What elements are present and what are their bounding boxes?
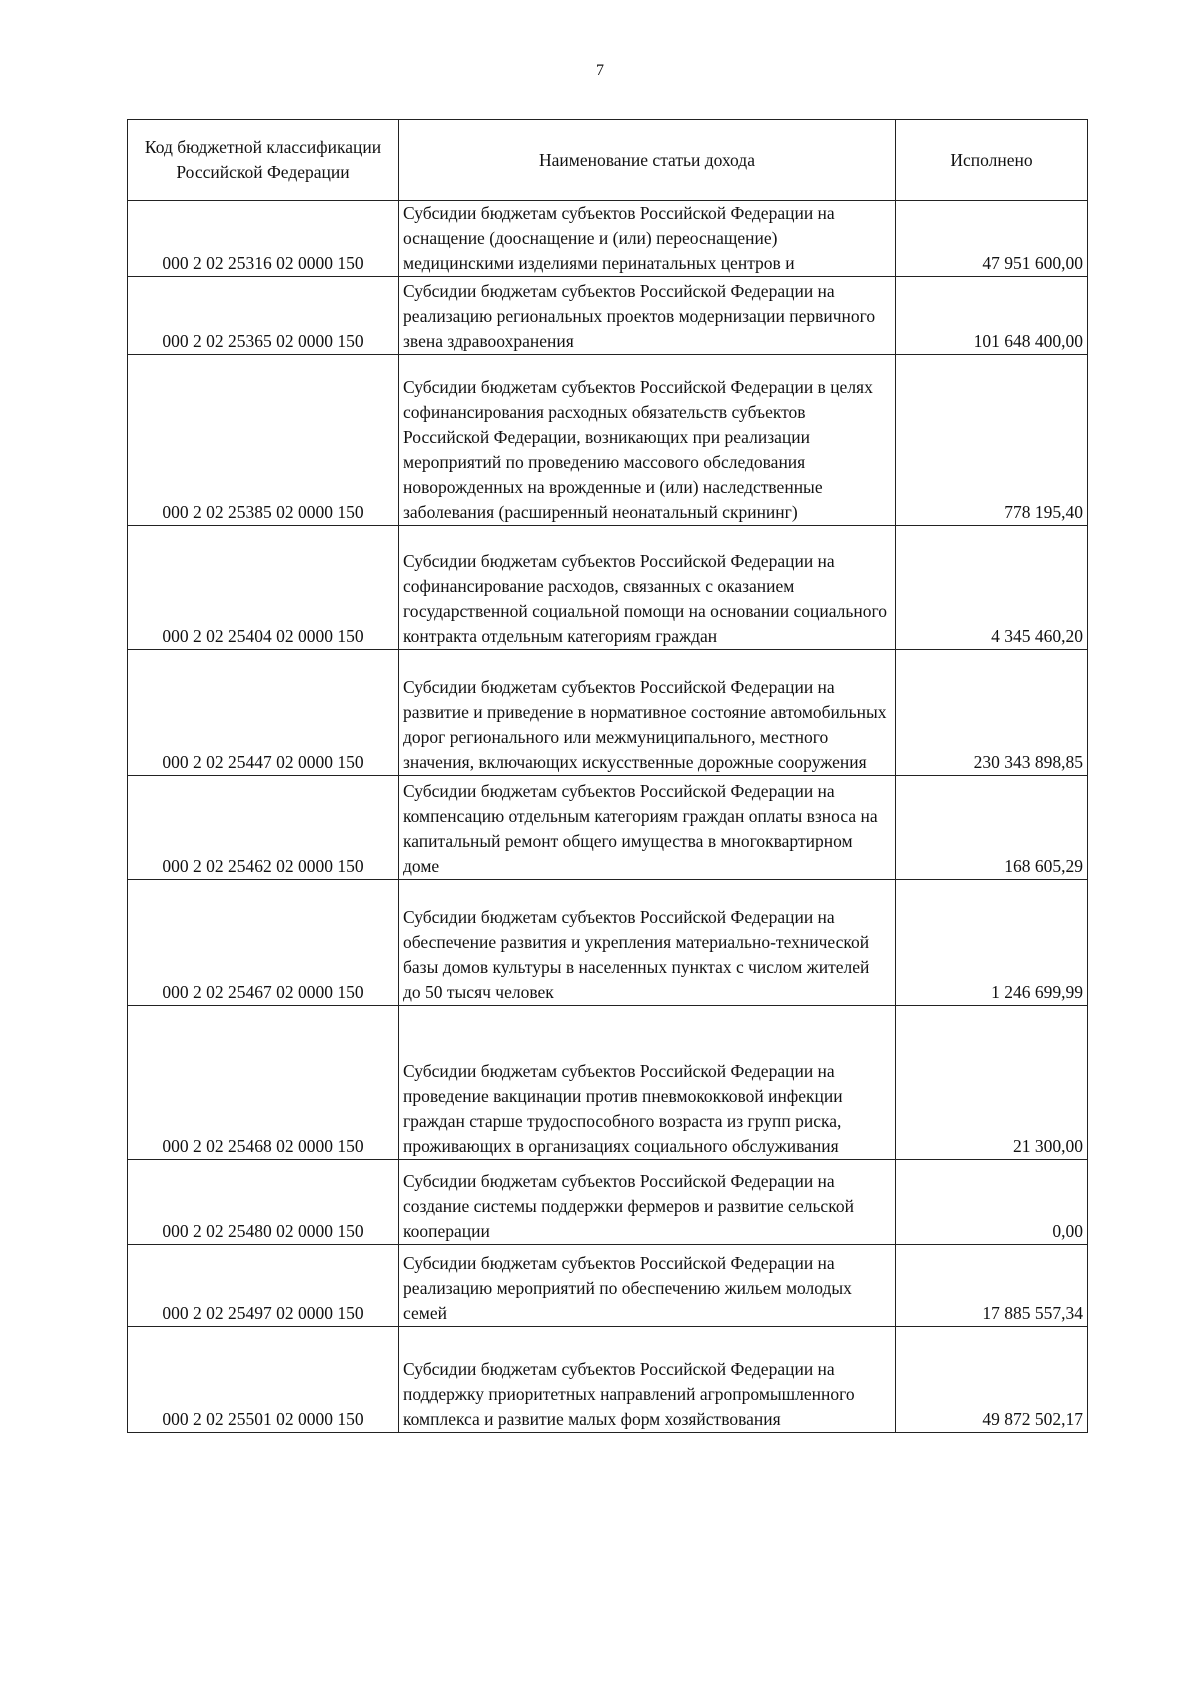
budget-code-cell: 000 2 02 25480 02 0000 150	[128, 1160, 399, 1245]
table-row	[128, 201, 1088, 277]
budget-code-cell: 000 2 02 25316 02 0000 150	[128, 201, 399, 277]
header-revenue-name: Наименование статьи дохода	[399, 120, 896, 201]
executed-amount-cell: 4 345 460,20	[896, 526, 1088, 650]
page-number: 7	[596, 62, 604, 79]
executed-amount-cell: 0,00	[896, 1160, 1088, 1245]
budget-revenue-table	[127, 119, 1088, 1433]
budget-code-cell: 000 2 02 25497 02 0000 150	[128, 1245, 399, 1327]
executed-amount-cell: 47 951 600,00	[896, 201, 1088, 277]
budget-code-cell: 000 2 02 25385 02 0000 150	[128, 355, 399, 526]
table-header-row	[128, 120, 1088, 201]
revenue-name-cell: Субсидии бюджетам субъектов Российской Федерации на компенсацию отдельным категориям граждан оплаты взноса на капитальный ремонт общего имущества в многоквартирном доме	[399, 776, 896, 880]
budget-code-cell: 000 2 02 25447 02 0000 150	[128, 650, 399, 776]
budget-code-cell: 000 2 02 25404 02 0000 150	[128, 526, 399, 650]
executed-amount-cell: 230 343 898,85	[896, 650, 1088, 776]
revenue-name-cell: Субсидии бюджетам субъектов Российской Федерации на развитие и приведение в нормативное состояние автомобильных дорог регионального или межмуниципального, местного значения, включающих искусственные дорожные сооружения	[399, 650, 896, 776]
revenue-name-cell: Субсидии бюджетам субъектов Российской Федерации на софинансирование расходов, связанных с оказанием государственной социальной помощи на основании социального контракта отдельным категориям граждан	[399, 526, 896, 650]
header-budget-code: Код бюджетной классификации Российской Федерации	[128, 120, 399, 201]
table-row	[128, 277, 1088, 355]
table-row	[128, 1327, 1088, 1433]
budget-code-cell: 000 2 02 25365 02 0000 150	[128, 277, 399, 355]
budget-code-cell: 000 2 02 25501 02 0000 150	[128, 1327, 399, 1433]
budget-code-cell: 000 2 02 25467 02 0000 150	[128, 880, 399, 1006]
table-row	[128, 776, 1088, 880]
revenue-name-cell: Субсидии бюджетам субъектов Российской Федерации на проведение вакцинации против пневмококковой инфекции граждан старше трудоспособного возраста из групп риска, проживающих в организациях социального обслуживания	[399, 1006, 896, 1160]
executed-amount-cell: 778 195,40	[896, 355, 1088, 526]
revenue-name-cell: Субсидии бюджетам субъектов Российской Федерации на создание системы поддержки фермеров и развитие сельской кооперации	[399, 1160, 896, 1245]
table-row	[128, 1245, 1088, 1327]
budget-code-cell: 000 2 02 25468 02 0000 150	[128, 1006, 399, 1160]
executed-amount-cell: 1 246 699,99	[896, 880, 1088, 1006]
executed-amount-cell: 168 605,29	[896, 776, 1088, 880]
revenue-name-cell: Субсидии бюджетам субъектов Российской Федерации на поддержку приоритетных направлений агропромышленного комплекса и развитие малых форм хозяйствования	[399, 1327, 896, 1433]
revenue-name-cell: Субсидии бюджетам субъектов Российской Федерации на оснащение (дооснащение и (или) переоснащение) медицинскими изделиями перинатальных центров и	[399, 201, 896, 277]
budget-code-cell: 000 2 02 25462 02 0000 150	[128, 776, 399, 880]
revenue-name-cell: Субсидии бюджетам субъектов Российской Федерации на реализацию мероприятий по обеспечению жильем молодых семей	[399, 1245, 896, 1327]
table-row	[128, 880, 1088, 1006]
executed-amount-cell: 21 300,00	[896, 1006, 1088, 1160]
table-row	[128, 526, 1088, 650]
executed-amount-cell: 49 872 502,17	[896, 1327, 1088, 1433]
revenue-name-cell: Субсидии бюджетам субъектов Российской Федерации на обеспечение развития и укрепления материально-технической базы домов культуры в населенных пунктах с числом жителей до 50 тысяч человек	[399, 880, 896, 1006]
executed-amount-cell: 101 648 400,00	[896, 277, 1088, 355]
table-row	[128, 1006, 1088, 1160]
executed-amount-cell: 17 885 557,34	[896, 1245, 1088, 1327]
revenue-name-cell: Субсидии бюджетам субъектов Российской Федерации на реализацию региональных проектов модернизации первичного звена здравоохранения	[399, 277, 896, 355]
revenue-name-cell: Субсидии бюджетам субъектов Российской Федерации в целях софинансирования расходных обязательств субъектов Российской Федерации, возникающих при реализации мероприятий по проведению массового обследования новорожденных на врожденные и (или) наследственные заболевания (расширенный неонатальный скрининг)	[399, 355, 896, 526]
table-row	[128, 650, 1088, 776]
header-executed: Исполнено	[896, 120, 1088, 201]
table-row	[128, 1160, 1088, 1245]
table-row	[128, 355, 1088, 526]
